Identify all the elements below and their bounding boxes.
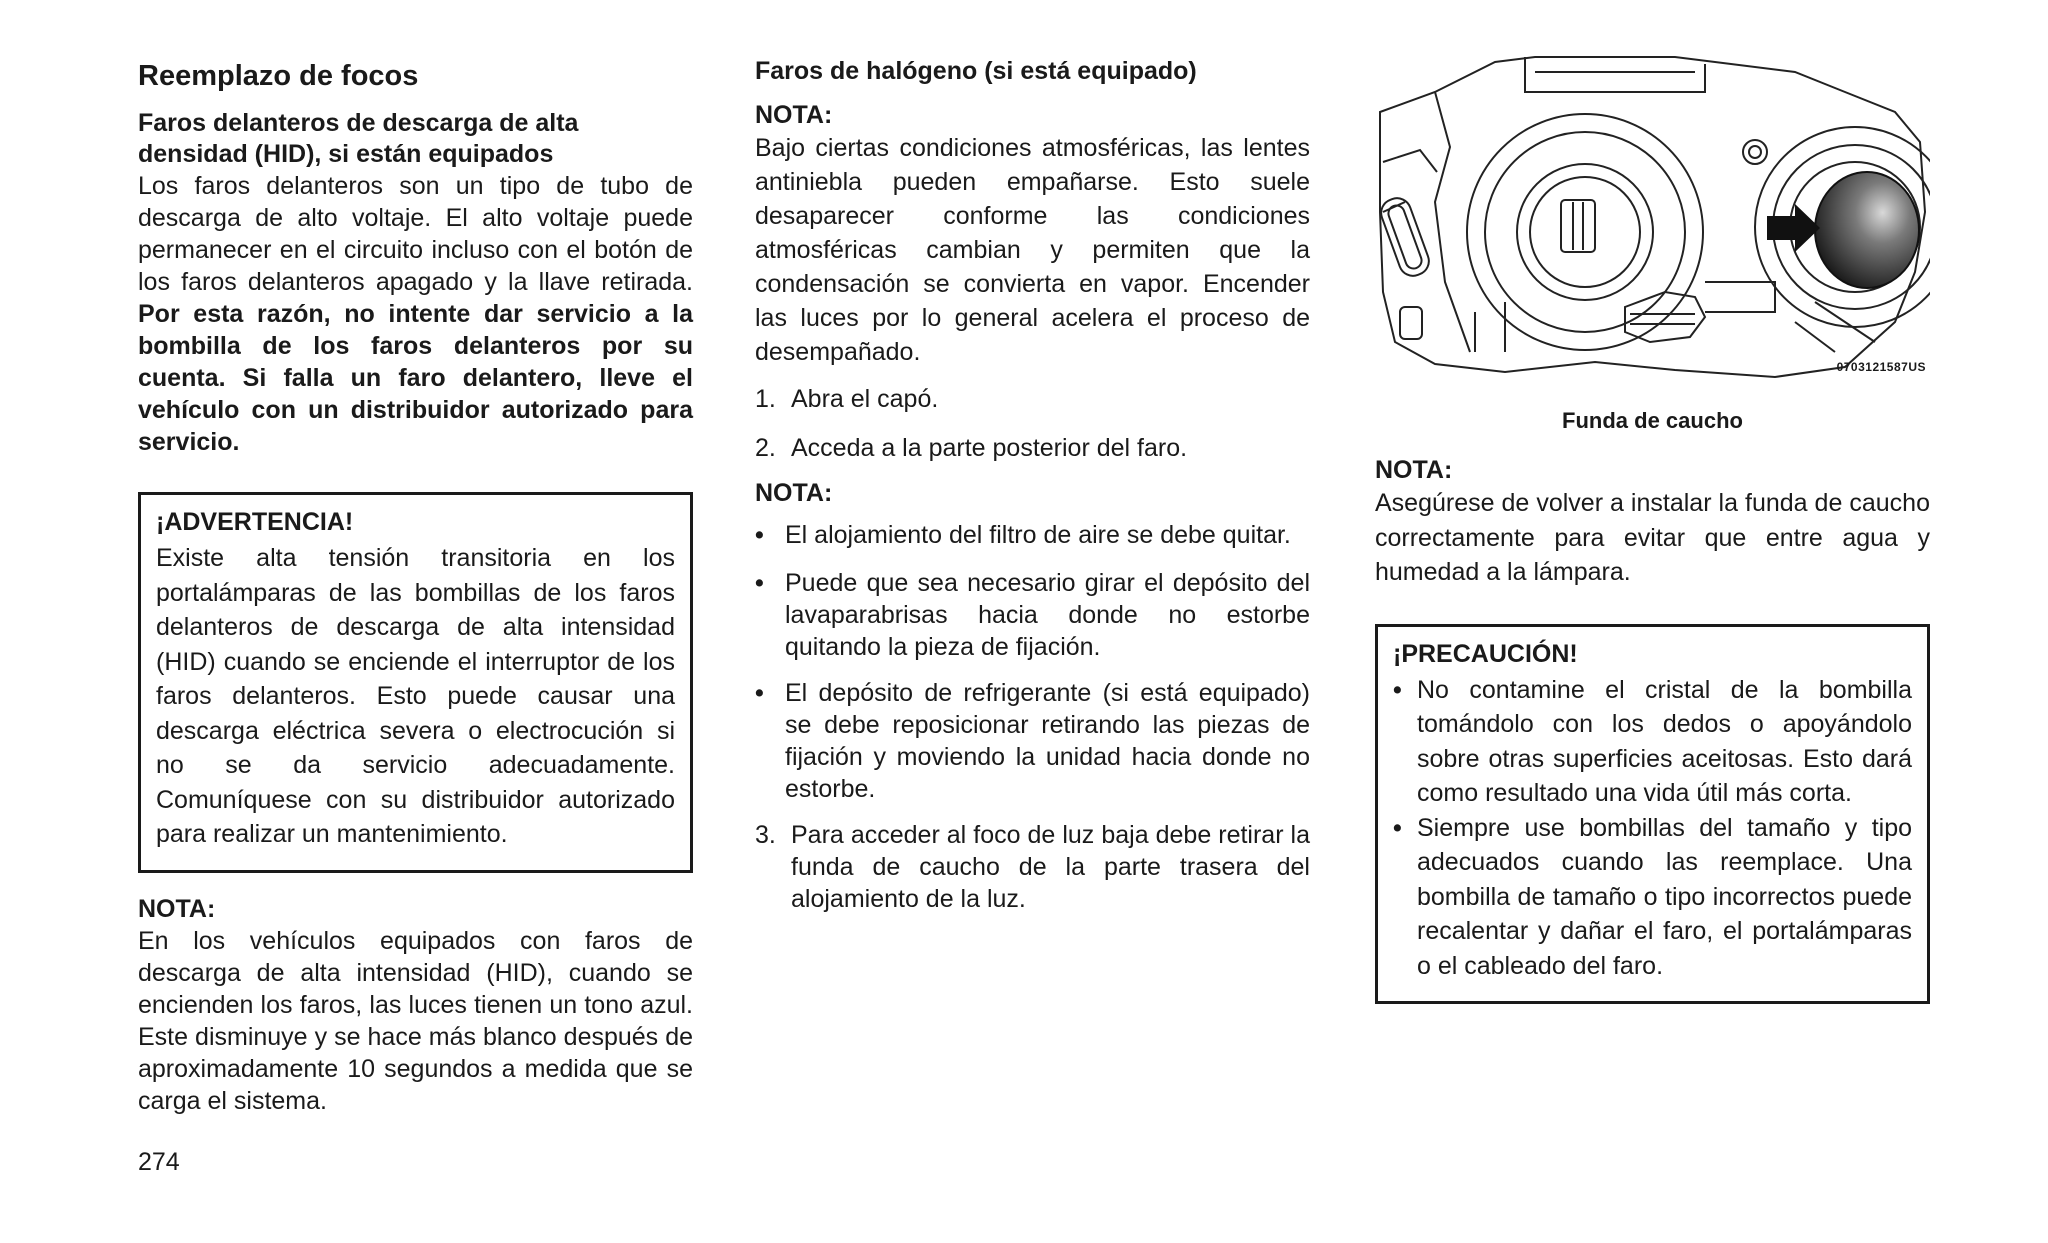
headlamp-illustration [1375,52,1930,382]
bullet-item [755,519,1310,551]
bullet-text: El depósito de refrigerante (si está equipado) se debe reposicionar retirando las piezas de fijación y moviendo la unidad hacia donde no estorbe. [785,679,1310,803]
caution-list [1393,673,1912,984]
caution-title: ¡PRECAUCIÓN! [1393,639,1578,668]
note2-label: NOTA: [755,479,833,507]
caution-item [1393,673,1912,811]
note1-text: Bajo ciertas condiciones atmosféricas, las lentes antiniebla pueden empañarse. Esto suele desaparecer conforme las condiciones atmosféricas cambian y permiten que la condensación se convierta en vapor. Encender las luces por lo general acelera el proceso de desempañado. [755,134,1310,366]
note2-bullets [755,519,1310,805]
step-item [755,432,1310,464]
column-left [138,52,693,1117]
step-item [755,383,1310,415]
caution-text: No contamine el cristal de la bombilla tomándolo con los dedos o apoyándolo sobre otras superficies aceitosas. Esto dará como resultado una vida útil más corta. [1417,675,1912,807]
caution-box [1375,624,1930,1005]
bullet-item [755,677,1310,805]
figure-code: 0703121587US [1836,360,1926,374]
bullet-dot: • [755,569,764,597]
bullet-item [755,567,1310,663]
figure-caption: Funda de caucho [1562,408,1743,433]
step-text: Abra el capó. [791,385,939,413]
steps-list-a [755,383,1310,464]
column-middle [755,52,1310,915]
step-text: Para acceder al foco de luz baja debe retirar la funda de caucho de la parte trasera del alojamiento de la luz. [791,821,1310,913]
warning-text: Existe alta tensión transitoria en los portalámparas de las bombillas de los faros delanteros de descarga de alta intensidad (HID) cuando se enciende el interruptor de los faros delanteros. Esto puede causar una descarga eléctrica severa o electrocución si no se da servicio adecuadamente. Comuníquese con su distribuidor autorizado para realizar un mantenimiento. [156,544,675,848]
section-title: Reemplazo de focos [138,60,419,92]
step-text: Acceda a la parte posterior del faro. [791,434,1188,462]
hid-text-plain: Los faros delanteros son un tipo de tubo de descarga de alto voltaje. El alto voltaje puede permanecer en el circuito incluso con el botón de los faros delanteros apagado y la llave retirada. [138,172,693,296]
note-label: NOTA: [138,894,216,923]
step-number: 2. [755,434,776,462]
bullet-dot: • [755,521,764,549]
headlamp-figure [1375,52,1930,382]
hid-paragraph [138,170,693,458]
note-label: NOTA: [1375,456,1453,484]
bullet-dot: • [1393,813,1402,842]
bullet-text: Puede que sea necesario girar el depósito del lavaparabrisas hacia donde no estorbe quitando la pieza de fijación. [785,569,1310,661]
warning-title: ¡ADVERTENCIA! [156,508,354,536]
step-number: 3. [755,821,776,849]
bullet-dot: • [1393,675,1402,704]
caution-text: Siempre use bombillas del tamaño y tipo adecuados cuando las reemplace. Una bombilla de tamaño o tipo incorrectos puede recalentar y dañar el faro, el portalámparas o el cableado del faro. [1417,813,1912,980]
halogen-heading: Faros de halógeno (si está equipado) [755,57,1197,85]
hid-text-bold: Por esta razón, no intente dar servicio a la bombilla de los faros delanteros por su cuenta. Si falla un faro delantero, lleve el vehículo con un distribuidor autorizado para servicio. [138,300,693,456]
warning-box [138,492,693,873]
hid-heading: Faros delanteros de descarga de alta densidad (HID), si están equipados [138,109,579,168]
bullet-dot: • [755,679,764,707]
page-number: 274 [138,1148,180,1176]
note-text: Asegúrese de volver a instalar la funda de caucho correctamente para evitar que entre agua y humedad a la lámpara. [1375,489,1930,586]
step-number: 1. [755,385,776,413]
bullet-text: El alojamiento del filtro de aire se debe quitar. [785,521,1291,549]
step-item [755,819,1310,915]
column-right [1375,52,1930,1004]
note1-label: NOTA: [755,101,833,129]
steps-list-b [755,819,1310,915]
caution-item [1393,811,1912,984]
note-text: En los vehículos equipados con faros de descarga de alta intensidad (HID), cuando se encienden los faros, las luces tienen un tono azul. Este disminuye y se hace más blanco después de aproximadamente 10 segundos a medida que se carga el sistema. [138,926,693,1115]
